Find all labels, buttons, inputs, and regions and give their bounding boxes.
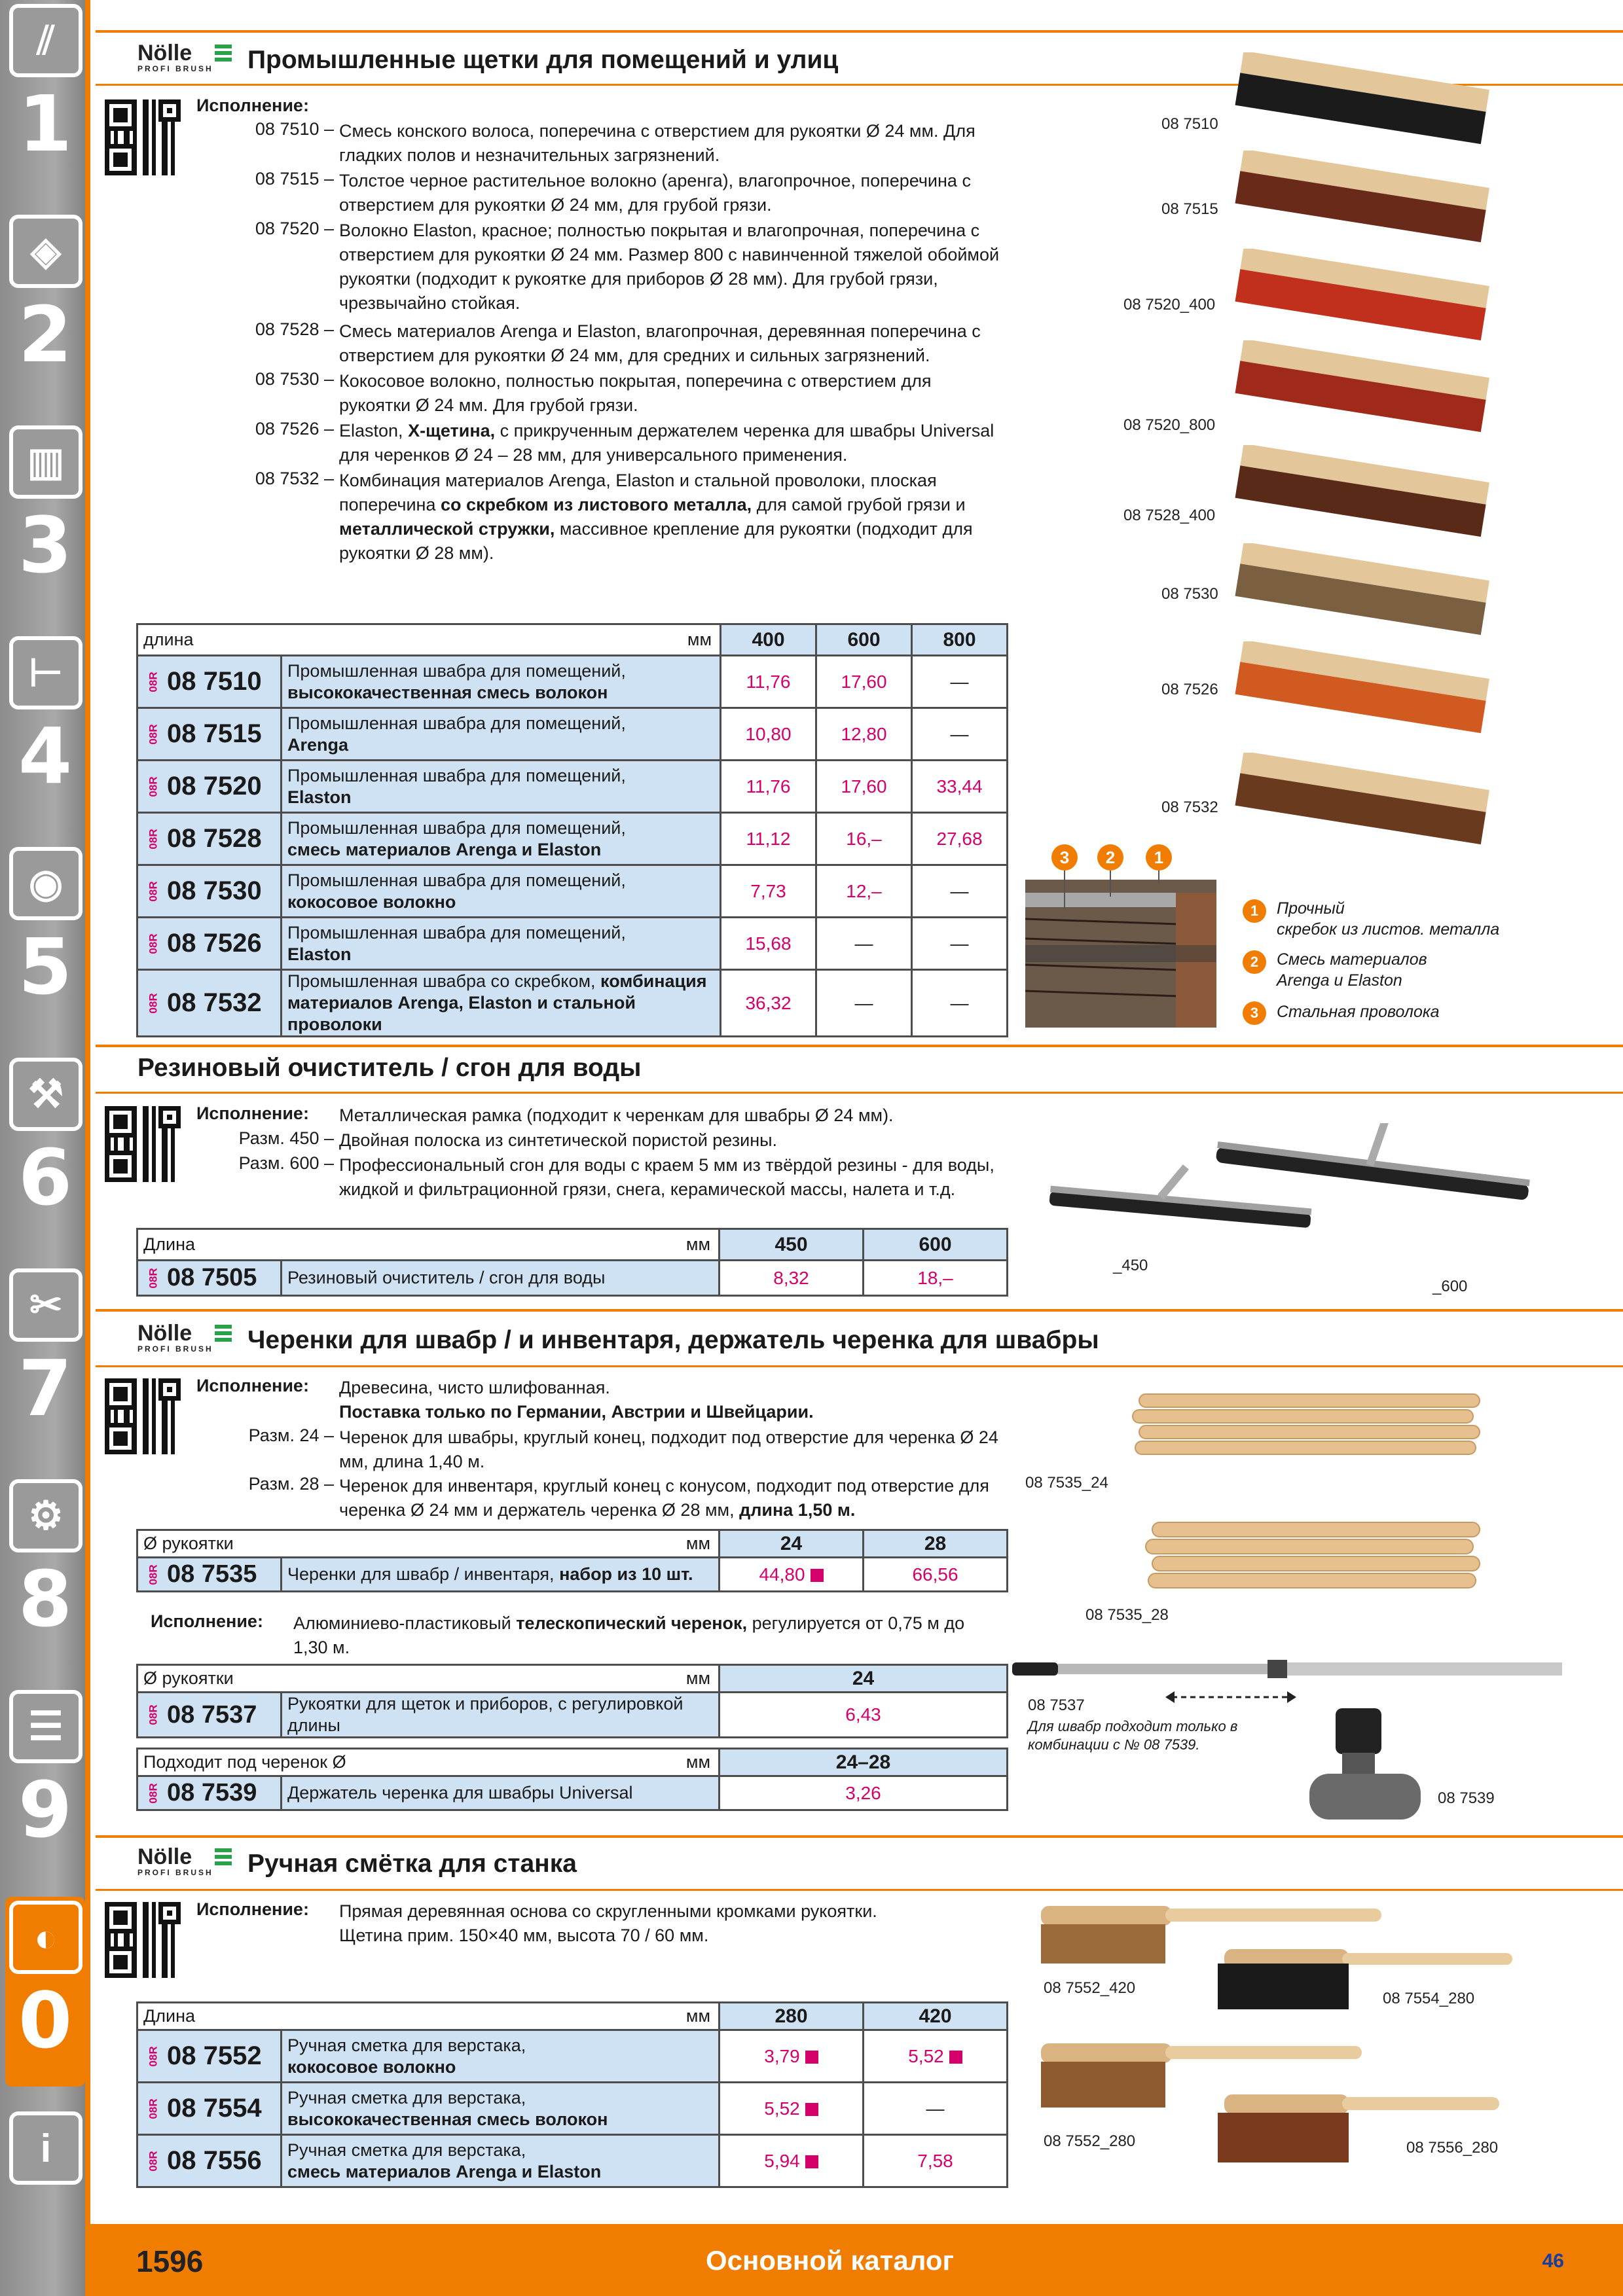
product-desc: Черенки для швабр / инвентаря, набор из 10 шт.: [282, 1558, 720, 1592]
price-cell: 7,73: [721, 865, 816, 918]
product-desc: Держатель черенка для швабры Universal: [282, 1776, 720, 1810]
chapter-tab-2[interactable]: [5, 211, 85, 422]
price-table: [136, 1228, 1008, 1297]
caliper-icon: ⊢: [9, 636, 82, 709]
price-cell: 15,68: [721, 918, 816, 970]
broom-handles-photo: [1126, 1381, 1493, 1630]
table-row[interactable]: [137, 1261, 1008, 1296]
price-table: [136, 1529, 1008, 1592]
article-number: 08R 08 7530: [137, 865, 282, 918]
wrench-icon: ⚒: [9, 1058, 82, 1131]
photo-label: 08 7556_280: [1406, 2139, 1499, 2157]
photo-label: 08 7528_400: [1123, 507, 1216, 524]
chapter-tab-3[interactable]: [5, 422, 85, 632]
header-length: Длина: [143, 1234, 196, 1254]
execution-text: Прямая деревянная основа со скругленными кромками рукоятки.: [339, 1901, 877, 1921]
photo-label: 08 7552_420: [1044, 1979, 1136, 1997]
chapter-number: 5: [18, 922, 73, 1012]
broom-photo: [1231, 249, 1519, 347]
adjust-arrow-icon: [1165, 1687, 1296, 1707]
photo-label: 08 7535_28: [1085, 1606, 1169, 1624]
size-header: 400: [721, 624, 816, 656]
price-cell: 16,–: [816, 813, 912, 865]
legend-marker-1: 1: [1243, 899, 1266, 923]
article-number: 08R 08 7520: [137, 761, 282, 813]
legend-marker-2: 2: [1243, 950, 1266, 974]
section-divider: [96, 1889, 1623, 1891]
pliers-icon: ✂: [9, 1268, 82, 1342]
article-number: 08R 08 7510: [137, 656, 282, 708]
size-header: 450: [720, 1229, 864, 1261]
page-footer: [90, 2224, 1623, 2296]
photo-label: 08 7532: [1161, 798, 1218, 816]
chapter-number: 3: [18, 500, 73, 590]
price-cell: —: [912, 918, 1008, 970]
article-number: 08R 08 7526: [137, 918, 282, 970]
section-divider: [96, 1309, 1623, 1312]
product-desc: Ручная сметка для верстака, кокосовое волокно: [282, 2030, 720, 2083]
price-cell: 18,–: [864, 1261, 1008, 1296]
price-cell: —: [816, 970, 912, 1037]
broom-photo: [1231, 445, 1519, 543]
price-cell: 5,52: [720, 2083, 864, 2135]
product-desc: Промышленная швабра для помещений, Elaston: [282, 761, 721, 813]
table-header-label: Ø рукоятки мм: [137, 1665, 720, 1693]
price-cell: —: [912, 656, 1008, 708]
safety-goggles-icon: ◐: [9, 1901, 82, 1974]
chapter-number: 8: [18, 1554, 73, 1644]
photo-label: 08 7537: [1028, 1696, 1085, 1714]
chapter-tab-7[interactable]: [5, 1265, 85, 1475]
callout-2: 2: [1097, 844, 1123, 870]
table-header-label: [137, 624, 721, 656]
price-cell: 12,–: [816, 865, 912, 918]
size-code: Разм. 24 –: [248, 1426, 334, 1445]
compat-note: Для швабр подходит только в комбинации с № 08 7539.: [1028, 1718, 1238, 1753]
logo-stripes: [215, 45, 232, 64]
table-header-label: Подходит под черенок Ø мм: [137, 1749, 720, 1776]
product-desc: Промышленная швабра для помещений, Arenga: [282, 708, 721, 761]
size-header: 800: [912, 624, 1008, 656]
price-cell: 7,58: [864, 2135, 1008, 2187]
info-icon: i: [9, 2111, 82, 2185]
price-cell: 11,76: [721, 656, 816, 708]
product-desc: Промышленная швабра для помещений, Elaston: [282, 918, 721, 970]
size-code: Разм. 28 –: [248, 1474, 334, 1494]
drill-bit-icon: ⫽: [9, 4, 82, 77]
section-title: Промышленные щетки для помещений и улиц: [247, 46, 839, 74]
size-header: 600: [816, 624, 912, 656]
price-marker: [805, 2155, 818, 2168]
price-cell: 5,52: [864, 2030, 1008, 2083]
size-code: Разм. 450 –: [238, 1128, 334, 1148]
catalog-title: Основной каталог: [706, 2245, 954, 2276]
saw-blade-icon: ◉: [9, 847, 82, 920]
execution-text: Алюминиево-пластиковый телескопический черенок, регулируется от 0,75 м до 1,30 м.: [293, 1613, 965, 1657]
product-desc: Промышленная швабра для помещений, смесь материалов Arenga и Elaston: [282, 813, 721, 865]
qr-code[interactable]: [105, 99, 181, 175]
chapter-number: 0: [18, 1975, 73, 2066]
price-table: [136, 1748, 1008, 1811]
article-number: 08R 08 7552: [137, 2030, 282, 2083]
size-header: 600: [864, 1229, 1008, 1261]
variant-code: 08 7515 –: [255, 169, 334, 188]
size-code: Разм. 600 –: [238, 1153, 334, 1173]
telescopic-handle-photo: [1012, 1656, 1562, 1682]
article-number: 08R 08 7535: [137, 1558, 282, 1592]
section-title: Резиновый очиститель / сгон для воды: [137, 1054, 642, 1082]
legend-text-2: Смесь материалов Arenga и Elaston: [1277, 950, 1427, 990]
qr-code[interactable]: [105, 1902, 181, 1978]
broom-photo: [1231, 340, 1519, 439]
product-desc: Промышленная швабра для помещений, кокосовое волокно: [282, 865, 721, 918]
table-row[interactable]: [137, 865, 1008, 918]
price-marker: [949, 2051, 962, 2064]
variant-code: 08 7530 –: [255, 369, 334, 389]
chapter-tab-0[interactable]: [5, 1897, 85, 2087]
broom-photo: [1231, 543, 1519, 641]
variant-text: Комбинация материалов Arenga, Elaston и стальной проволоки, плоская поперечина со скребком из листового металла, для самой грубой грязи и металлической стружки, массивное крепление для рукоятки (подходит для рукоятки Ø 28 мм).: [339, 471, 973, 563]
table-header-label: Длина мм: [137, 2003, 720, 2030]
chapter-number: 6: [18, 1132, 73, 1223]
price-cell: 3,79: [720, 2030, 864, 2083]
table-row[interactable]: [137, 2030, 1008, 2083]
article-number: 08R 08 7556: [137, 2135, 282, 2187]
size-text: Черенок для швабры, круглый конец, подходит под отверстие для черенка Ø 24 мм, длина 1,40 м.: [339, 1427, 998, 1471]
table-row[interactable]: [137, 2083, 1008, 2135]
price-table: [136, 2001, 1008, 2188]
price-cell: 5,94: [720, 2135, 864, 2187]
footer-index: 46: [1542, 2250, 1564, 2272]
chapter-tab-1[interactable]: [5, 0, 85, 211]
variant-code: 08 7526 –: [255, 419, 334, 439]
table-row[interactable]: [137, 970, 1008, 1037]
photo-label: 08 7552_280: [1044, 2132, 1136, 2150]
price-cell: —: [864, 2083, 1008, 2135]
legend-text-3: Стальная проволока: [1277, 1003, 1440, 1021]
price-table: [136, 1664, 1008, 1738]
variant-text: Смесь материалов Arenga и Elaston, влагопрочная, деревянная поперечина с отверстием для рукоятки Ø 24 мм, для средних и сильных загрязнений.: [339, 321, 981, 365]
chapter-number: 2: [18, 289, 73, 380]
chapter-number: 9: [18, 1765, 73, 1855]
size-text: Двойная полоска из синтетической пористой резины.: [339, 1130, 778, 1150]
variant-code: 08 7528 –: [255, 319, 334, 339]
price-cell: 33,44: [912, 761, 1008, 813]
page-number: 1596: [136, 2244, 204, 2278]
chapter-tab-8[interactable]: [5, 1475, 85, 1686]
tool-cabinet-icon: ☰: [9, 1690, 82, 1763]
section-title: Черенки для швабр / и инвентаря, держатель черенка для швабры: [247, 1326, 1099, 1354]
variant-text: Волокно Elaston, красное; полностью покрытая и влагопрочная, поперечина с отверстием для рукоятки Ø 24 мм. Размер 800 с навинченной тяжелой обоймой рукоятки (подходит к рукоятке для приборов Ø 28 мм). Для грубой грязи, чрезвычайно стойкая.: [339, 221, 1000, 313]
price-table: [136, 623, 1008, 1037]
size-header: 28: [864, 1530, 1008, 1558]
photo-label: 08 7554_280: [1383, 1990, 1475, 2007]
price-cell: 8,32: [720, 1261, 864, 1296]
size-text: Черенок для инвентаря, круглый конец с конусом, подходит под отверстие для черенка Ø 24 мм и держатель черенка Ø 28 мм, длина 1,50 м.: [339, 1476, 989, 1520]
price-cell: 44,80: [720, 1558, 864, 1592]
execution-label: Исполнение:: [196, 1376, 309, 1395]
article-number: 08R 08 7528: [137, 813, 282, 865]
table-row[interactable]: [137, 813, 1008, 865]
chuck-icon: ▥: [9, 425, 82, 499]
photo-label: _450: [1113, 1257, 1148, 1274]
variant-text: Смесь конского волоса, поперечина с отверстием для рукоятки Ø 24 мм. Для гладких полов и незначительных загрязнений.: [339, 121, 976, 165]
product-desc: Ручная сметка для верстака, высококачественная смесь волокон: [282, 2083, 720, 2135]
brand-sub: PROFI BRUSH: [137, 1868, 213, 1877]
callout-1: 1: [1146, 844, 1172, 870]
table-row[interactable]: [137, 1776, 1008, 1810]
product-desc: Резиновый очиститель / сгон для воды: [282, 1261, 720, 1296]
brand-sub: PROFI BRUSH: [137, 1344, 213, 1354]
price-marker: [811, 1569, 824, 1582]
table-header-label: Ø рукоятки мм: [137, 1530, 720, 1558]
table-row[interactable]: [137, 656, 1008, 708]
price-cell: 27,68: [912, 813, 1008, 865]
legend-marker-3: 3: [1243, 1001, 1266, 1025]
price-cell: 36,32: [721, 970, 816, 1037]
header-unit: мм: [685, 1234, 710, 1254]
brand-sub: PROFI BRUSH: [137, 64, 213, 73]
price-cell: 17,60: [816, 656, 912, 708]
execution-text: Древесина, чисто шлифованная.: [339, 1378, 610, 1397]
handle-holder-photo: [1303, 1702, 1427, 1826]
section-title: Ручная смётка для станка: [247, 1850, 577, 1878]
price-cell: 17,60: [816, 761, 912, 813]
product-desc: Ручная сметка для верстака, смесь материалов Arenga и Elaston: [282, 2135, 720, 2187]
photo-label: 08 7520_400: [1123, 296, 1216, 314]
article-number: 08R 08 7532: [137, 970, 282, 1037]
qr-code[interactable]: [105, 1106, 181, 1182]
price-cell: —: [912, 865, 1008, 918]
broom-photo: [1231, 52, 1519, 151]
broom-photo: [1231, 151, 1519, 249]
callout-lines: [1054, 870, 1172, 923]
price-marker: [805, 2051, 818, 2064]
table-row[interactable]: [137, 2135, 1008, 2187]
broom-photo: [1231, 641, 1519, 740]
execution-text: Щетина прим. 150×40 мм, высота 70 / 60 мм.: [339, 1926, 709, 1945]
chapter-number: 1: [18, 79, 73, 169]
price-cell: 11,76: [721, 761, 816, 813]
header-length: длина: [143, 630, 194, 649]
execution-label: Исполнение:: [151, 1611, 263, 1631]
price-cell: 12,80: [816, 708, 912, 761]
photo-label: 08 7510: [1161, 115, 1218, 133]
photo-label: 08 7515: [1161, 200, 1218, 218]
chapter-tab-info[interactable]: [5, 2108, 85, 2219]
qr-code[interactable]: [105, 1378, 181, 1454]
article-number: 08R 08 7515: [137, 708, 282, 761]
price-cell: 11,12: [721, 813, 816, 865]
chapter-tab-5[interactable]: [5, 843, 85, 1054]
header-unit: мм: [687, 630, 712, 649]
photo-label: 08 7535_24: [1025, 1474, 1108, 1492]
table-row[interactable]: [137, 918, 1008, 970]
section-divider: [96, 1092, 1623, 1094]
variant-code: 08 7510 –: [255, 119, 334, 139]
size-header: 24: [720, 1530, 864, 1558]
price-cell: —: [816, 918, 912, 970]
price-cell: —: [912, 970, 1008, 1037]
size-header: 420: [864, 2003, 1008, 2030]
section-divider: [96, 1045, 1623, 1047]
legend-text-1: Прочный скребок из листов. металла: [1277, 899, 1500, 939]
photo-label: 08 7526: [1161, 681, 1218, 698]
delivery-note: Поставка только по Германии, Австрии и Швейцарии.: [339, 1402, 814, 1422]
table-row[interactable]: [137, 1693, 1008, 1738]
price-cell: 10,80: [721, 708, 816, 761]
product-desc: Промышленная швабра для помещений, высококачественная смесь волокон: [282, 656, 721, 708]
article-number: 08R 08 7539: [137, 1776, 282, 1810]
table-header-label: [137, 1229, 720, 1261]
price-cell: 66,56: [864, 1558, 1008, 1592]
variant-text: Толстое черное растительное волокно (аренга), влагопрочное, поперечина с отверстием для рукоятки Ø 24 мм, для грубой грязи.: [339, 171, 971, 215]
brand-name: Nölle: [137, 1844, 192, 1869]
table-row[interactable]: [137, 708, 1008, 761]
photo-label: 08 7520_800: [1123, 416, 1216, 434]
variant-code: 08 7520 –: [255, 219, 334, 238]
photo-label: _600: [1432, 1278, 1468, 1295]
price-cell: —: [912, 708, 1008, 761]
product-desc: Рукоятки для щеток и приборов, с регулировкой длины: [282, 1693, 720, 1738]
execution-label: Исполнение:: [196, 1899, 309, 1919]
brand-logo: [137, 42, 236, 79]
grinding-disc-icon: ◈: [9, 215, 82, 288]
execution-label: Исполнение:: [196, 1103, 309, 1123]
toolset-icon: ⚙: [9, 1479, 82, 1552]
price-marker: [805, 2103, 818, 2116]
variant-text: Кокосовое волокно, полностью покрытая, поперечина с отверстием для рукоятки Ø 24 мм. Для грубой грязи.: [339, 371, 932, 415]
size-header: 24–28: [720, 1749, 1008, 1776]
chapter-number: 4: [18, 711, 73, 801]
price-cell: 3,26: [720, 1776, 1008, 1810]
chapter-tab-9[interactable]: [5, 1686, 85, 1897]
table-row[interactable]: [137, 1558, 1008, 1592]
brand-name: Nölle: [137, 41, 192, 65]
article-number: 08R 08 7505: [137, 1261, 282, 1296]
photo-label: 08 7539: [1438, 1789, 1495, 1807]
article-number: 08R 08 7554: [137, 2083, 282, 2135]
section-divider: [96, 1365, 1623, 1367]
chapter-tab-4[interactable]: [5, 632, 85, 843]
brand-name: Nölle: [137, 1321, 192, 1346]
brand-logo: [137, 1846, 236, 1882]
chapter-number: 7: [18, 1343, 73, 1433]
chapter-tab-6[interactable]: [5, 1054, 85, 1265]
chapter-sidebar: [0, 0, 90, 2296]
broom-photo: [1231, 753, 1519, 851]
article-number: 08R 08 7537: [137, 1693, 282, 1738]
execution-label: Исполнение:: [196, 96, 309, 115]
table-row[interactable]: [137, 761, 1008, 813]
variant-code: 08 7532 –: [255, 469, 334, 488]
photo-label: 08 7530: [1161, 585, 1218, 603]
brand-logo: [137, 1322, 236, 1359]
size-header: 280: [720, 2003, 864, 2030]
size-text: Профессиональный сгон для воды с краем 5 мм из твёрдой резины - для воды, жидкой и фильтрационной грязи, снега, керамической массы, налета и т.д.: [339, 1155, 994, 1199]
callout-3: 3: [1051, 844, 1078, 870]
size-header: 24: [720, 1665, 1008, 1693]
product-desc: Промышленная швабра со скребком, комбинация материалов Arenga, Elaston и стальной проволоки: [282, 970, 721, 1037]
execution-text: Металлическая рамка (подходит к черенкам для швабры Ø 24 мм).: [339, 1105, 894, 1125]
section-divider: [96, 1835, 1623, 1838]
variant-text: Elaston, Х-щетина, с прикрученным держателем черенка для швабры Universal для черенков Ø 24 – 28 мм, для универсального применения.: [339, 421, 994, 465]
price-cell: 6,43: [720, 1693, 1008, 1738]
section-divider: [96, 30, 1623, 33]
